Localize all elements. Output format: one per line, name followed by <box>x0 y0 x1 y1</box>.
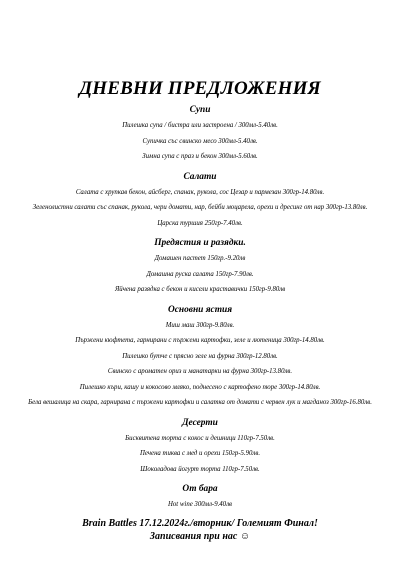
section-salads <box>0 171 400 229</box>
menu-item: Пържени кюфтета, гарнирани с пържени картофки, зеле и лютеница 300гр-14.80лв. <box>75 337 325 344</box>
event-signup: Записвания при нас ☺ <box>149 530 251 542</box>
menu-item: Hot wine 300мл-9.40лв <box>168 501 232 508</box>
menu-item: Зеленолистни салати със спанак, рукола, чери домати, нар, бейби моцарела, орехи и дресинг от нар 300гр-13.80лв. <box>32 204 368 211</box>
section-heading: От бара <box>182 484 218 494</box>
menu-item: Зимна супа с праз и бекон 300мл-5.60лв. <box>142 153 258 160</box>
menu-item: Миш маш 300гр-9.80лв. <box>165 321 235 329</box>
menu-item: Супичка със свинско месо 300мл-5.40лв. <box>142 137 258 145</box>
section-heading: Основни ястия <box>167 304 233 315</box>
section-heading: Предястия и разядки. <box>154 238 246 248</box>
menu-item: Пилешко бутче с прясно зеле на фурна 300гр-12.80лв. <box>122 352 278 360</box>
section-heading: Десерти <box>182 417 218 428</box>
menu-item: Пилешка супа / бистра или застроена / 300мл-5.40лв. <box>122 122 278 129</box>
menu-item: Салата с хрупкав бекон, айсберг, спанак, рукола, сос Цезар и пармезан 300гр-14.80лв. <box>75 188 325 196</box>
menu-item: Свинско с ароматен ориз и манатарки на фурна 300гр-13.80лв. <box>107 368 293 375</box>
section-heading: Супи <box>189 105 211 115</box>
event-announcement <box>0 517 400 543</box>
menu-item: Бисквитена торта с кокос и дешници 110гр-7.50лв. <box>125 434 275 442</box>
section-desserts <box>0 417 400 475</box>
event-title: Brain Battles 17.12.2024г./вторник/ Големият Финал! <box>82 517 318 529</box>
section-appetizers <box>0 237 400 295</box>
section-soups <box>0 104 400 162</box>
menu-item: Царска туршия 250гр-7.40лв. <box>157 219 243 227</box>
menu-item: Домашен пастет 150гр.-9.20лв <box>154 255 246 262</box>
menu-item: Домашна руска салата 150гр-7.90лв. <box>146 270 254 278</box>
section-main-courses <box>0 304 400 408</box>
menu-item: Печена тиква с мед и орехи 150гр-5.90лв. <box>139 450 261 457</box>
section-heading: Салати <box>183 171 217 182</box>
section-bar <box>0 483 400 510</box>
page-title: ДНЕВНИ ПРЕДЛОЖЕНИЯ <box>79 78 321 99</box>
menu-item: Яйчена разядка с бекон и кисели краставички 150гр-9.80лв <box>114 286 286 293</box>
menu-item: Бела вешалица на скара, гарнирана с пържени картофки и салатка от домати с червен лук и магданоз 300гр-16.80лв. <box>28 399 372 406</box>
menu-item: Шоколадова йогурт торта 110гр-7.50лв. <box>140 465 260 473</box>
menu-item: Пилешко къри, кашу и кокосово мляко, поднесено с картофено пюре 300гр-14.80лв. <box>79 383 321 391</box>
